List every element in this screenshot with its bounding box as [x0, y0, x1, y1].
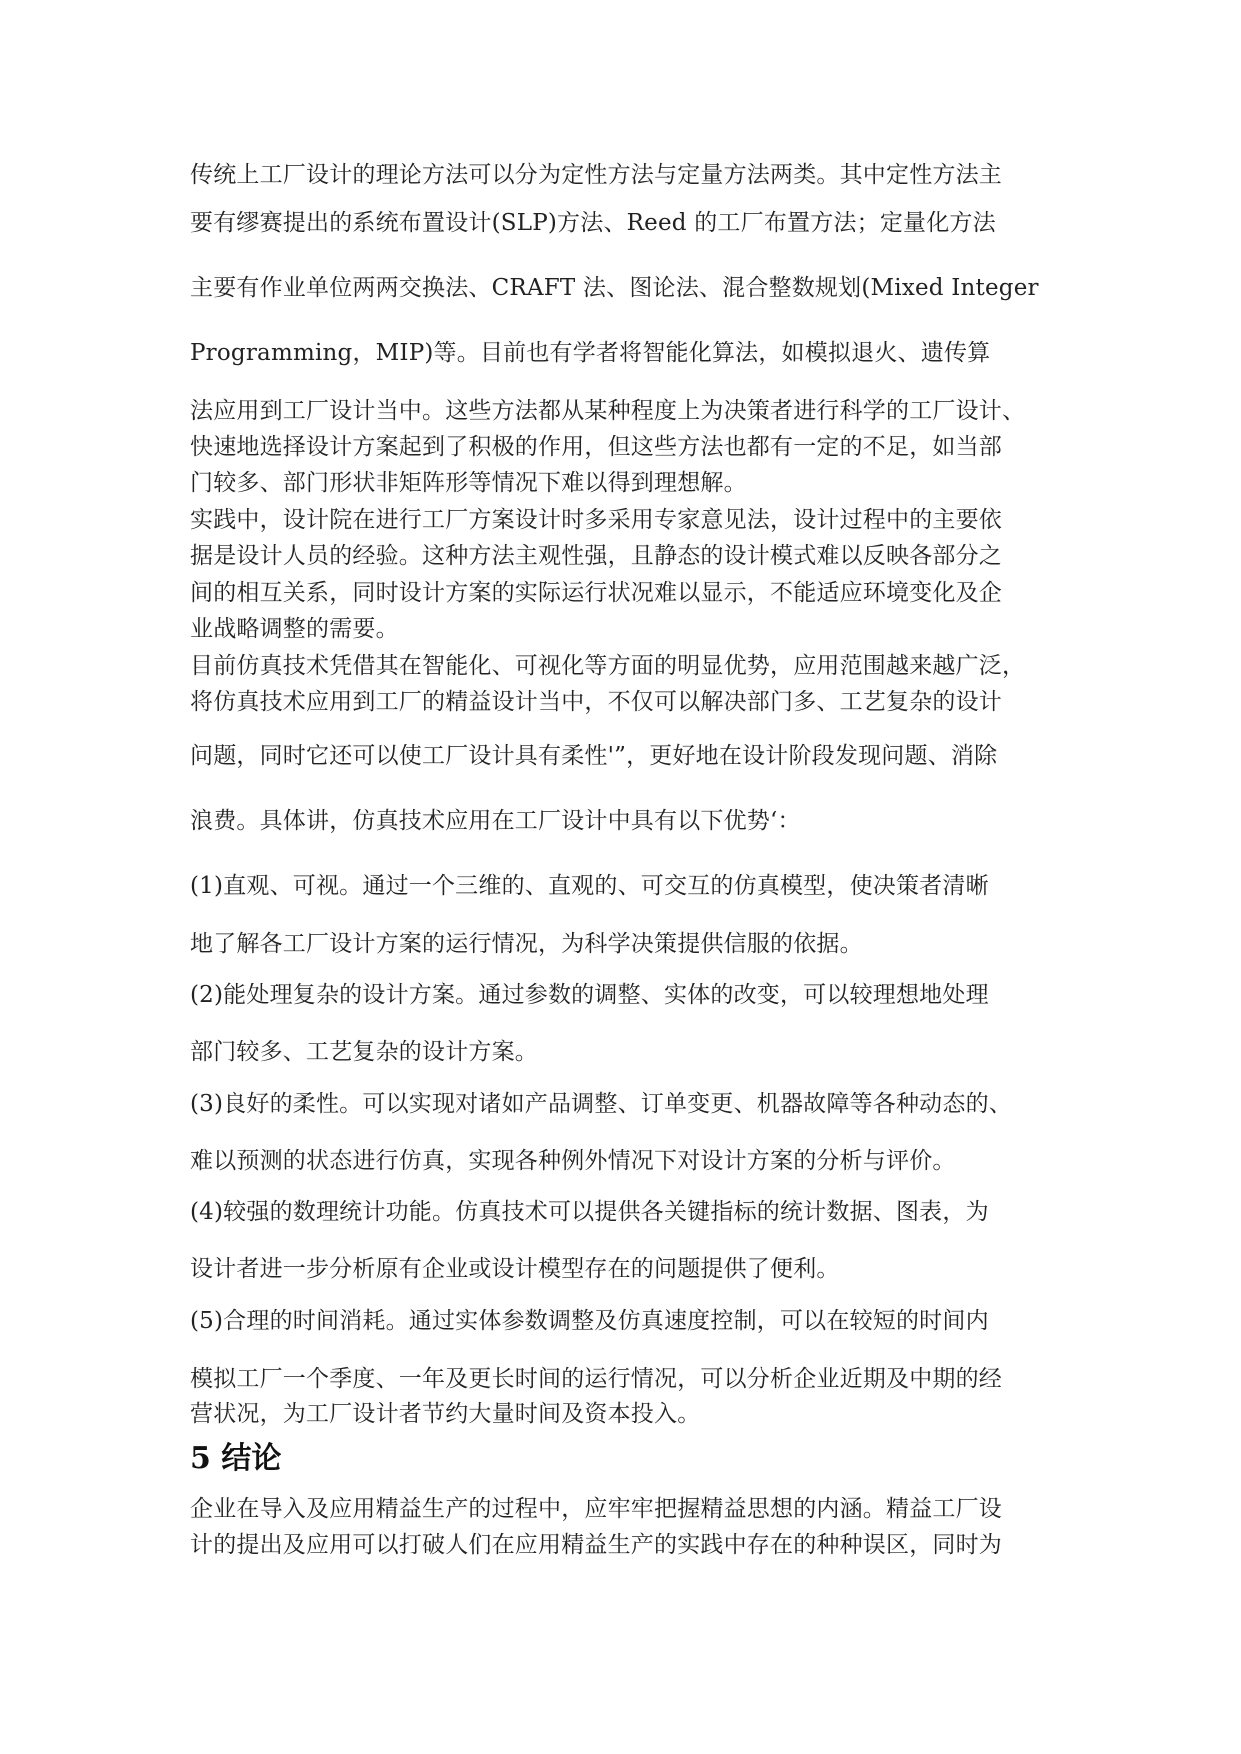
paragraph-line: 间的相互关系，同时设计方案的实际运行状况难以显示，不能适应环境变化及企: [190, 580, 1002, 606]
paragraph-line: 门较多、部门形状非矩阵形等情况下难以得到理想解。: [190, 470, 747, 496]
list-item-line: 营状况，为工厂设计者节约大量时间及资本投入。: [190, 1401, 701, 1427]
list-item-line: (5)合理的时间消耗。通过实体参数调整及仿真速度控制，可以在较短的时间内: [190, 1308, 989, 1334]
paragraph-line: 浪费。具体讲，仿真技术应用在工厂设计中具有以下优势‘：: [190, 808, 801, 834]
paragraph-line: 目前仿真技术凭借其在智能化、可视化等方面的明显优势，应用范围越来越广泛，: [190, 653, 1026, 679]
paragraph-line: 计的提出及应用可以打破人们在应用精益生产的实践中存在的种种误区，同时为: [190, 1532, 1002, 1558]
paragraph-line: 实践中，设计院在进行工厂方案设计时多采用专家意见法，设计过程中的主要依: [190, 507, 1002, 533]
list-item-line: 模拟工厂一个季度、一年及更长时间的运行情况，可以分析企业近期及中期的经: [190, 1366, 1002, 1392]
list-item-line: 部门较多、工艺复杂的设计方案。: [190, 1039, 538, 1065]
paragraph-line: 传统上工厂设计的理论方法可以分为定性方法与定量方法两类。其中定性方法主: [190, 162, 1002, 188]
paragraph-line: 快速地选择设计方案起到了积极的作用，但这些方法也都有一定的不足，如当部: [190, 434, 1002, 460]
paragraph-line: 将仿真技术应用到工厂的精益设计当中，不仅可以解决部门多、工艺复杂的设计: [190, 689, 1002, 715]
paragraph-line: 问题，同时它还可以使工厂设计具有柔性'”，更好地在设计阶段发现问题、消除: [190, 743, 998, 769]
paragraph-line: 业战略调整的需要。: [190, 616, 399, 642]
paragraph-line: Programming，MIP)等。目前也有学者将智能化算法，如模拟退火、遗传算: [190, 340, 991, 366]
list-item-line: (2)能处理复杂的设计方案。通过参数的调整、实体的改变，可以较理想地处理: [190, 982, 989, 1008]
paragraph-line: 要有缪赛提出的系统布置设计(SLP)方法、Reed 的工厂布置方法；定量化方法: [190, 210, 996, 236]
list-item-line: (4)较强的数理统计功能。仿真技术可以提供各关键指标的统计数据、图表，为: [190, 1199, 989, 1225]
list-item-line: 设计者进一步分析原有企业或设计模型存在的问题提供了便利。: [190, 1256, 840, 1282]
paragraph-line: 法应用到工厂设计当中。这些方法都从某种程度上为决策者进行科学的工厂设计、: [190, 398, 1026, 424]
section-heading: 5 结论: [190, 1441, 282, 1476]
paragraph-line: 据是设计人员的经验。这种方法主观性强，且静态的设计模式难以反映各部分之: [190, 543, 1002, 569]
list-item-line: (1)直观、可视。通过一个三维的、直观的、可交互的仿真模型，使决策者清晰: [190, 873, 989, 899]
paragraph-line: 企业在导入及应用精益生产的过程中，应牢牢把握精益思想的内涵。精益工厂设: [190, 1496, 1002, 1522]
list-item-line: (3)良好的柔性。可以实现对诸如产品调整、订单变更、机器故障等各种动态的、: [190, 1091, 1012, 1117]
paragraph-line: 主要有作业单位两两交换法、CRAFT 法、图论法、混合整数规划(Mixed Integer: [190, 275, 1039, 301]
list-item-line: 地了解各工厂设计方案的运行情况，为科学决策提供信服的依据。: [190, 931, 863, 957]
list-item-line: 难以预测的状态进行仿真，实现各种例外情况下对设计方案的分析与评价。: [190, 1148, 956, 1174]
